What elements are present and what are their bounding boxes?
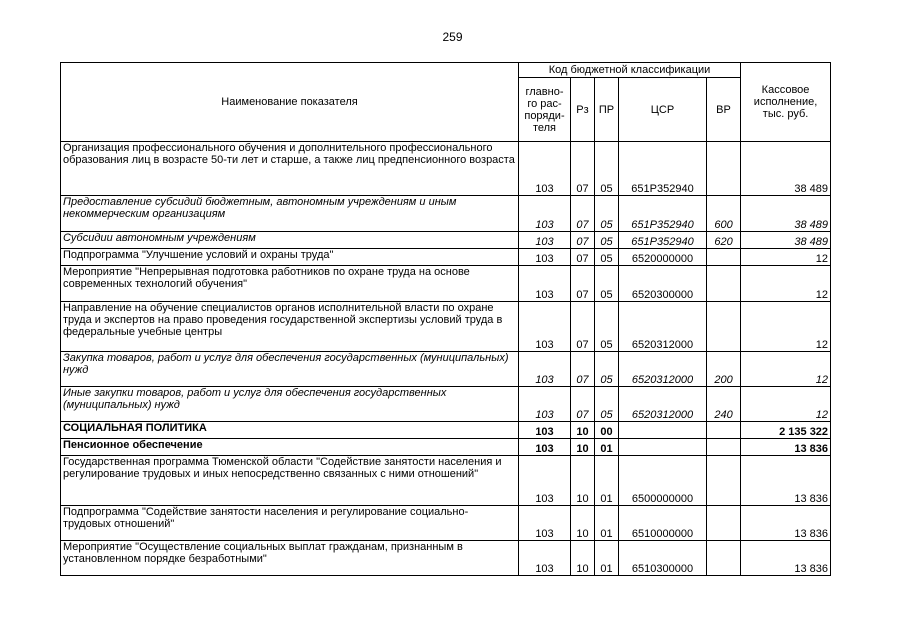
row-sum: 2 135 322	[741, 422, 831, 439]
table-row	[61, 352, 831, 387]
row-csr: 6520000000	[619, 249, 707, 266]
row-name: Предоставление субсидий бюджетным, автономным учреждениям и иным некоммерческим организациям	[61, 196, 519, 232]
row-sum: 12	[741, 302, 831, 352]
row-rz: 07	[571, 142, 595, 196]
row-name: Пенсионное обеспечение	[61, 439, 519, 456]
row-csr: 651P352940	[619, 232, 707, 249]
row-name: Иные закупки товаров, работ и услуг для обеспечения государственных (муниципальных) нужд	[61, 387, 519, 422]
row-csr: 6500000000	[619, 456, 707, 506]
row-glavn: 103	[519, 422, 571, 439]
row-pr: 05	[595, 352, 619, 387]
table-row	[61, 266, 831, 302]
row-vr	[707, 456, 741, 506]
row-rz: 07	[571, 387, 595, 422]
row-name: Субсидии автономным учреждениям	[61, 232, 519, 249]
row-sum: 12	[741, 387, 831, 422]
row-rz: 10	[571, 439, 595, 456]
row-glavn: 103	[519, 541, 571, 576]
row-sum: 13 836	[741, 541, 831, 576]
row-rz: 07	[571, 266, 595, 302]
row-name: Подпрограмма "Улучшение условий и охраны труда"	[61, 249, 519, 266]
row-glavn: 103	[519, 506, 571, 541]
table-row	[61, 422, 831, 439]
row-vr	[707, 439, 741, 456]
row-pr: 05	[595, 249, 619, 266]
table-row	[61, 541, 831, 576]
row-csr: 6510300000	[619, 541, 707, 576]
table-row	[61, 302, 831, 352]
row-sum: 38 489	[741, 232, 831, 249]
budget-table	[60, 62, 831, 576]
row-sum: 13 836	[741, 439, 831, 456]
row-vr: 600	[707, 196, 741, 232]
row-name: СОЦИАЛЬНАЯ ПОЛИТИКА	[61, 422, 519, 439]
header-vr: ВР	[707, 78, 741, 142]
row-vr	[707, 266, 741, 302]
row-pr: 01	[595, 541, 619, 576]
row-sum: 13 836	[741, 506, 831, 541]
table-row	[61, 196, 831, 232]
header-pr: ПР	[595, 78, 619, 142]
row-pr: 05	[595, 266, 619, 302]
row-vr	[707, 541, 741, 576]
row-rz: 10	[571, 456, 595, 506]
row-name: Направление на обучение специалистов органов исполнительной власти по охране труда и экспертов на право проведения государственной экспертизы условий труда в федеральные учебные центры	[61, 302, 519, 352]
page-number: 259	[442, 30, 463, 44]
row-vr: 200	[707, 352, 741, 387]
row-vr	[707, 249, 741, 266]
row-sum: 12	[741, 266, 831, 302]
row-pr: 05	[595, 142, 619, 196]
row-glavn: 103	[519, 232, 571, 249]
row-rz: 10	[571, 541, 595, 576]
row-rz: 10	[571, 506, 595, 541]
row-glavn: 103	[519, 352, 571, 387]
row-pr: 05	[595, 302, 619, 352]
row-pr: 01	[595, 456, 619, 506]
table-row	[61, 142, 831, 196]
table-row	[61, 506, 831, 541]
header-code-group: Код бюджетной классификации	[519, 63, 741, 78]
header-csr: ЦСР	[619, 78, 707, 142]
row-csr: 651P352940	[619, 196, 707, 232]
row-rz: 07	[571, 249, 595, 266]
row-pr: 01	[595, 439, 619, 456]
row-pr: 05	[595, 232, 619, 249]
row-pr: 01	[595, 506, 619, 541]
row-name: Организация профессионального обучения и дополнительного профессионального образования лиц в возрасте 50-ти лет и старше, а также лиц предпенсионного возраста	[61, 142, 519, 196]
row-glavn: 103	[519, 266, 571, 302]
row-name: Мероприятие "Непрерывная подготовка работников по охране труда на основе современных технологий обучения"	[61, 266, 519, 302]
row-rz: 07	[571, 302, 595, 352]
header-glavn: главно-го рас-поряди-теля	[519, 78, 571, 142]
row-csr: 6520312000	[619, 387, 707, 422]
table-row	[61, 249, 831, 266]
header-rz: Рз	[571, 78, 595, 142]
row-sum: 13 836	[741, 456, 831, 506]
row-csr: 6520312000	[619, 302, 707, 352]
row-name: Подпрограмма "Содействие занятости населения и регулирование социально-трудовых отношений"	[61, 506, 519, 541]
row-csr: 6520312000	[619, 352, 707, 387]
row-vr: 620	[707, 232, 741, 249]
row-name: Государственная программа Тюменской области "Содействие занятости населения и регулирование трудовых и иных непосредственно связанных с ними отношений"	[61, 456, 519, 506]
row-csr	[619, 439, 707, 456]
row-rz: 10	[571, 422, 595, 439]
row-glavn: 103	[519, 387, 571, 422]
row-vr	[707, 422, 741, 439]
row-csr: 651P352940	[619, 142, 707, 196]
row-sum: 38 489	[741, 196, 831, 232]
table-row	[61, 387, 831, 422]
table-row	[61, 232, 831, 249]
row-glavn: 103	[519, 439, 571, 456]
row-rz: 07	[571, 352, 595, 387]
row-vr	[707, 142, 741, 196]
row-rz: 07	[571, 196, 595, 232]
row-pr: 05	[595, 196, 619, 232]
row-name: Мероприятие "Осуществление социальных выплат гражданам, признанным в установленном порядке безработными"	[61, 541, 519, 576]
table-body	[61, 142, 831, 576]
row-sum: 12	[741, 352, 831, 387]
row-glavn: 103	[519, 196, 571, 232]
table-row	[61, 439, 831, 456]
row-pr: 00	[595, 422, 619, 439]
row-csr: 6510000000	[619, 506, 707, 541]
table-row	[61, 456, 831, 506]
row-pr: 05	[595, 387, 619, 422]
row-csr: 6520300000	[619, 266, 707, 302]
row-glavn: 103	[519, 249, 571, 266]
row-sum: 38 489	[741, 142, 831, 196]
row-csr	[619, 422, 707, 439]
header-name: Наименование показателя	[61, 63, 519, 142]
row-glavn: 103	[519, 302, 571, 352]
row-name: Закупка товаров, работ и услуг для обеспечения государственных (муниципальных) нужд	[61, 352, 519, 387]
row-rz: 07	[571, 232, 595, 249]
row-glavn: 103	[519, 142, 571, 196]
row-sum: 12	[741, 249, 831, 266]
row-vr	[707, 302, 741, 352]
row-vr: 240	[707, 387, 741, 422]
row-glavn: 103	[519, 456, 571, 506]
header-sum: Кассовое исполнение, тыс. руб.	[741, 63, 831, 142]
row-vr	[707, 506, 741, 541]
